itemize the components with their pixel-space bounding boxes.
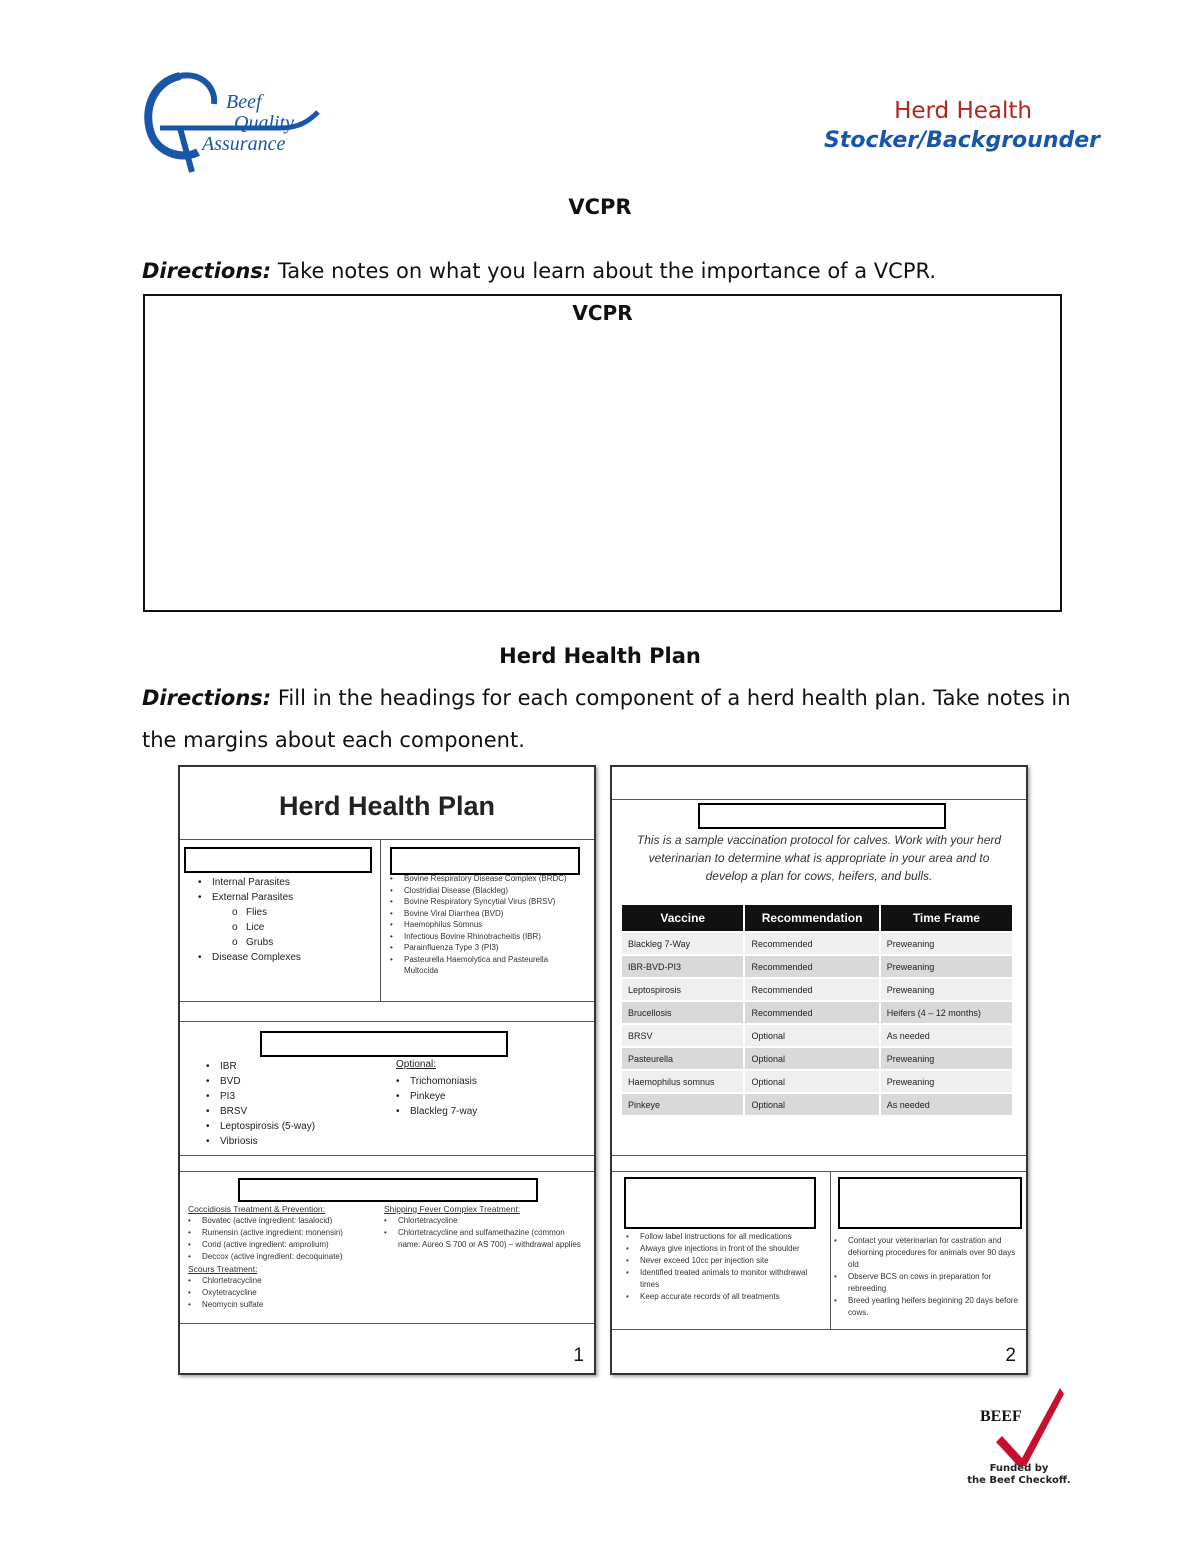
logo-line-beef: Beef <box>226 91 262 113</box>
treatment-right <box>384 1203 584 1251</box>
table-header: Vaccine <box>622 905 743 931</box>
list-item: • Bovine Respiratory Syncytial Virus (BRSV) <box>390 896 584 908</box>
table-row <box>622 979 1012 1000</box>
table-row <box>622 1048 1012 1069</box>
table-cell: Preweaning <box>881 933 1012 954</box>
table-cell: Blackleg 7-Way <box>622 933 743 954</box>
list-item: o Flies <box>198 905 378 920</box>
table-cell: As needed <box>881 1025 1012 1046</box>
table-cell: Recommended <box>745 956 878 977</box>
beef-logo-text: BEEF <box>980 1408 1022 1425</box>
list-item: • Contact your veterinarian for castration and dehorning procedures for animals over 90 days old <box>834 1235 1020 1271</box>
left-practices-list <box>626 1231 822 1303</box>
table-cell: Recommended <box>745 933 878 954</box>
list-item: • Parainfluenza Type 3 (PI3) <box>390 942 584 954</box>
list-item: • Disease Complexes <box>198 950 378 965</box>
vaccination-table <box>620 903 1014 1117</box>
list-item: • Chlortetracycline <box>384 1215 584 1227</box>
list-item: • Always give injections in front of the shoulder <box>626 1243 822 1255</box>
list-item: • Rumensin (active ingredient: monensin) <box>188 1227 382 1239</box>
heading-blank-1[interactable] <box>184 847 372 873</box>
list-item: • Oxytetracycline <box>188 1287 382 1299</box>
vaccine-list <box>206 1059 386 1149</box>
list-item: • Haemophilus Somnus <box>390 919 584 931</box>
heading-blank-7[interactable] <box>838 1177 1022 1229</box>
table-cell: Preweaning <box>881 1048 1012 1069</box>
heading-blank-5[interactable] <box>698 803 946 829</box>
list-item: o Lice <box>198 920 378 935</box>
list-item: • Bovine Respiratory Disease Complex (BRDC) <box>390 873 584 885</box>
table-cell: Pasteurella <box>622 1048 743 1069</box>
table-cell: Preweaning <box>881 979 1012 1000</box>
list-item: • Blackleg 7-way <box>396 1104 576 1119</box>
heading-blank-2[interactable] <box>390 847 580 875</box>
list-item: • Chlortetracycline <box>188 1275 382 1287</box>
checkoff-line: the Beef Checkoff. <box>967 1475 1071 1486</box>
slide2-page-number: 2 <box>1005 1345 1016 1366</box>
slide-1 <box>178 765 596 1375</box>
table-row <box>622 1094 1012 1115</box>
table-cell: Brucellosis <box>622 1002 743 1023</box>
bqa-logo-text <box>196 92 336 155</box>
table-row <box>622 1025 1012 1046</box>
slide1-page-number: 1 <box>573 1345 584 1366</box>
vcpr-directions <box>142 250 936 292</box>
cocci-list <box>188 1215 382 1263</box>
funded-by-line: Funded by <box>989 1463 1049 1474</box>
table-header: Time Frame <box>881 905 1012 931</box>
table-cell: Optional <box>745 1025 878 1046</box>
parasite-list <box>198 875 378 965</box>
list-item: • Vibriosis <box>206 1134 386 1149</box>
list-item: • Keep accurate records of all treatments <box>626 1291 822 1303</box>
table-cell: Recommended <box>745 1002 878 1023</box>
table-cell: Haemophilus somnus <box>622 1071 743 1092</box>
hhp-directions-label: Directions: <box>142 686 272 710</box>
table-row <box>622 1002 1012 1023</box>
list-item: • IBR <box>206 1059 386 1074</box>
list-item: • Bovine Viral Diarrhea (BVD) <box>390 908 584 920</box>
vcpr-heading: VCPR <box>568 195 632 219</box>
list-item: • Pasteurella Haemolytica and Pasteurella Multocida <box>390 954 584 977</box>
list-item: • BVD <box>206 1074 386 1089</box>
list-item: • External Parasites <box>198 890 378 905</box>
table-row <box>622 1071 1012 1092</box>
shipping-label: Shipping Fever Complex Treatment: <box>384 1204 521 1214</box>
list-item: • Chlortetracycline and sulfamethazine (common name: Aureo S 700 or AS 700) – withdrawal applies <box>384 1227 584 1251</box>
list-item: • Bovatec (active ingredient: lasalocid) <box>188 1215 382 1227</box>
list-item: • Clostridial Disease (Blackleg) <box>390 885 584 897</box>
protocol-intro: This is a sample vaccination protocol for calves. Work with your herd veterinarian to determine what is appropriate in your area and to develop a plan for cows, heifers, and bulls. <box>636 833 1002 883</box>
list-item: • Identified treated animals to monitor withdrawal times <box>626 1267 822 1291</box>
list-item: • Pinkeye <box>396 1089 576 1104</box>
slide1-title: Herd Health Plan <box>278 791 496 821</box>
list-item: • Infectious Bovine Rhinotracheitis (IBR) <box>390 931 584 943</box>
logo-line-quality: Quality <box>234 112 294 134</box>
heading-blank-6[interactable] <box>624 1177 816 1229</box>
table-cell: Preweaning <box>881 1071 1012 1092</box>
list-item: • Follow label instructions for all medications <box>626 1231 822 1243</box>
list-item: • Never exceed 10cc per injection site <box>626 1255 822 1267</box>
cocci-label: Coccidiosis Treatment & Prevention: <box>188 1204 326 1214</box>
list-item: • BRSV <box>206 1104 386 1119</box>
list-item: • Breed yearling heifers beginning 20 days before cows. <box>834 1295 1020 1319</box>
vcpr-directions-text: Take notes on what you learn about the importance of a VCPR. <box>271 259 936 283</box>
hhp-directions <box>142 677 1082 761</box>
right-practices-list <box>834 1235 1020 1319</box>
table-row <box>622 933 1012 954</box>
table-cell: Preweaning <box>881 956 1012 977</box>
table-cell: Pinkeye <box>622 1094 743 1115</box>
vcpr-notes-box[interactable] <box>143 294 1062 612</box>
list-item: • Deccox (active ingredient: decoquinate) <box>188 1251 382 1263</box>
optional-label: Optional: <box>396 1059 437 1070</box>
table-cell: Optional <box>745 1048 878 1069</box>
list-item: • Internal Parasites <box>198 875 378 890</box>
list-item: • Trichomoniasis <box>396 1074 576 1089</box>
table-cell: Optional <box>745 1094 878 1115</box>
table-cell: IBR-BVD-PI3 <box>622 956 743 977</box>
disease-list <box>390 873 584 977</box>
table-cell: Recommended <box>745 979 878 1000</box>
vcpr-directions-label: Directions: <box>142 259 272 283</box>
heading-blank-3[interactable] <box>260 1031 508 1057</box>
table-cell: Heifers (4 – 12 months) <box>881 1002 1012 1023</box>
vcpr-box-title: VCPR <box>572 301 633 325</box>
optional-vaccine-list <box>396 1074 576 1119</box>
list-item: • Corid (active ingredient: amprolium) <box>188 1239 382 1251</box>
header-title: Herd Health <box>894 98 1032 124</box>
table-cell: Leptospirosis <box>622 979 743 1000</box>
list-item: • Neomycin sulfate <box>188 1299 382 1311</box>
header-subtitle: Stocker/Backgrounder <box>823 128 1100 153</box>
logo-line-assurance: Assurance <box>202 133 286 155</box>
list-item: • Leptospirosis (5-way) <box>206 1119 386 1134</box>
hhp-heading: Herd Health Plan <box>499 644 701 668</box>
list-item: • Observe BCS on cows in preparation for rebreeding <box>834 1271 1020 1295</box>
table-row <box>622 956 1012 977</box>
table-cell: BRSV <box>622 1025 743 1046</box>
treatment-left <box>188 1203 382 1311</box>
list-item: o Grubs <box>198 935 378 950</box>
table-cell: Optional <box>745 1071 878 1092</box>
heading-blank-4[interactable] <box>238 1178 538 1202</box>
funded-by-text <box>964 1463 1074 1487</box>
shipping-list <box>384 1215 584 1251</box>
hhp-directions-text: Fill in the headings for each component of a herd health plan. Take notes in the margins about each component. <box>142 686 1071 752</box>
scours-label: Scours Treatment: <box>188 1264 258 1274</box>
list-item: • PI3 <box>206 1089 386 1104</box>
table-cell: As needed <box>881 1094 1012 1115</box>
scours-list <box>188 1275 382 1311</box>
table-header: Recommendation <box>745 905 878 931</box>
slide-2 <box>610 765 1028 1375</box>
